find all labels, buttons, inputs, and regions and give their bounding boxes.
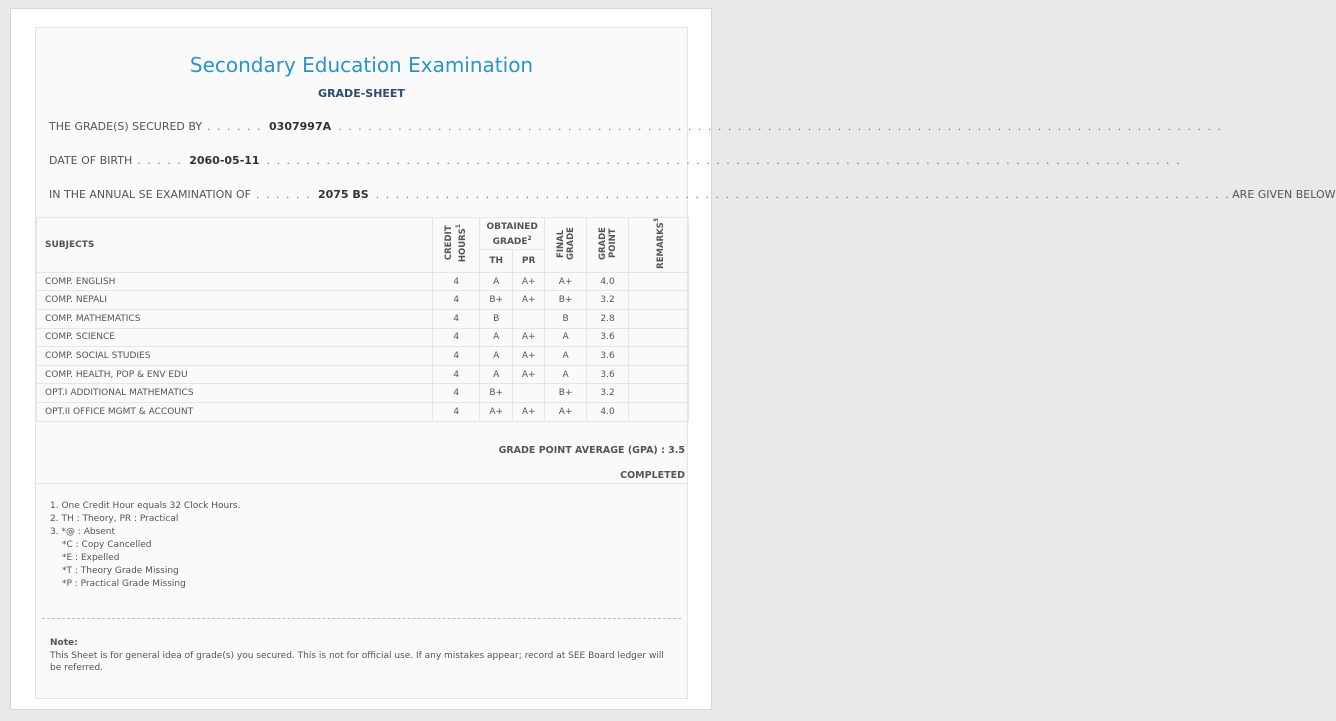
- table-row: [37, 365, 689, 384]
- grades-table: [36, 217, 689, 422]
- pr-grade-cell: A+: [513, 347, 545, 366]
- symbol-number-line: THE GRADE(S) SECURED BY . . . . . . 0307997A . . . . . . . . . . . . . . . . . . . . . . . . . . . . . . . . . . . . . . . . . . . . . . . . . . . . . . . . . . . . . . . . . . . . . . . . . . . . . . . . . . . . . . . . .: [49, 120, 1223, 133]
- remarks-cell: [629, 403, 689, 422]
- grade-point-cell: 2.8: [587, 310, 629, 329]
- exam-label: IN THE ANNUAL SE EXAMINATION OF: [49, 188, 251, 201]
- subject-cell: COMP. ENGLISH: [37, 272, 433, 291]
- credit-hours-header: CREDIT HOURS$^1$: [433, 218, 480, 273]
- th-grade-cell: A: [480, 328, 513, 347]
- footnote-item: *E : Expelled: [62, 553, 120, 563]
- final-grade-cell: A: [545, 365, 587, 384]
- final-grade-cell: A+: [545, 403, 587, 422]
- credit-cell: 4: [433, 384, 480, 403]
- remarks-header: REMARKS$^3$: [629, 218, 689, 273]
- subject-cell: COMP. NEPALI: [37, 291, 433, 310]
- th-grade-cell: A: [480, 365, 513, 384]
- credit-cell: 4: [433, 328, 480, 347]
- final-grade-cell: A: [545, 328, 587, 347]
- footnotes: [50, 500, 240, 591]
- footnote-item: 2. TH : Theory, PR : Practical: [50, 514, 179, 524]
- table-row: [37, 384, 689, 403]
- subject-cell: COMP. SOCIAL STUDIES: [37, 347, 433, 366]
- remarks-cell: [629, 328, 689, 347]
- dob-line: DATE OF BIRTH . . . . . 2060-05-11 . . . . . . . . . . . . . . . . . . . . . . . . . . . . . . . . . . . . . . . . . . . . . . . . . . . . . . . . . . . . . . . . . . . . . . . . . . . . . . . . . . . . . . . . . . . .: [49, 154, 1181, 167]
- pr-grade-cell: A+: [513, 365, 545, 384]
- credit-cell: 4: [433, 272, 480, 291]
- footnote-item: 3. *@ : Absent: [50, 527, 116, 537]
- final-grade-cell: B: [545, 310, 587, 329]
- page-subtitle: GRADE-SHEET: [318, 87, 405, 100]
- final-grade-cell: B+: [545, 384, 587, 403]
- grade-point-cell: 3.6: [587, 328, 629, 347]
- page-title: Secondary Education Examination: [189, 53, 534, 77]
- th-grade-cell: B+: [480, 291, 513, 310]
- table-row: [37, 328, 689, 347]
- remarks-cell: [629, 310, 689, 329]
- pr-header: PR: [513, 249, 545, 272]
- credit-cell: 4: [433, 310, 480, 329]
- gpa-summary: GRADE POINT AVERAGE (GPA) : 3.5: [498, 445, 685, 456]
- result-status: COMPLETED: [620, 470, 685, 481]
- dob-value: 2060-05-11: [189, 154, 260, 167]
- divider: [36, 483, 687, 484]
- symbol-number-value: 0307997A: [269, 120, 332, 133]
- subjects-header: SUBJECTS: [37, 218, 433, 273]
- credit-cell: 4: [433, 403, 480, 422]
- pr-grade-cell: [513, 310, 545, 329]
- pr-grade-cell: A+: [513, 272, 545, 291]
- footnote-item: *P : Practical Grade Missing: [62, 579, 186, 589]
- remarks-cell: [629, 272, 689, 291]
- table-row: [37, 272, 689, 291]
- credit-cell: 4: [433, 347, 480, 366]
- symbol-number-label: THE GRADE(S) SECURED BY: [49, 120, 203, 133]
- page-frame: [10, 8, 1336, 710]
- subject-cell: OPT.II OFFICE MGMT & ACCOUNT: [37, 403, 433, 422]
- grade-point-cell: 3.2: [587, 291, 629, 310]
- th-grade-cell: A: [480, 272, 513, 291]
- footnote-item: *C : Copy Cancelled: [62, 540, 152, 550]
- remarks-cell: [629, 347, 689, 366]
- exam-line: IN THE ANNUAL SE EXAMINATION OF . . . . . . 2075 BS . . . . . . . . . . . . . . . . . . . . . . . . . . . . . . . . . . . . . . . . . . . . . . . . . . . . . . . . . . . . . . . . . . . . . . . . . . . . . . . . . . . . . . ARE GIVEN BELOW: [49, 188, 1336, 201]
- final-grade-cell: B+: [545, 291, 587, 310]
- table-row: [37, 403, 689, 422]
- footnote-item: *T : Theory Grade Missing: [62, 566, 179, 576]
- dashed-divider: [42, 618, 681, 619]
- final-grade-header: FINAL GRADE: [545, 218, 587, 273]
- exam-tail: ARE GIVEN BELOW: [1232, 188, 1336, 201]
- final-grade-cell: A+: [545, 272, 587, 291]
- obtained-grade-header: OBTAINED GRADE$^2$: [480, 218, 545, 250]
- remarks-cell: [629, 291, 689, 310]
- pr-grade-cell: A+: [513, 328, 545, 347]
- th-header: TH: [480, 249, 513, 272]
- subject-cell: OPT.I ADDITIONAL MATHEMATICS: [37, 384, 433, 403]
- pr-grade-cell: A+: [513, 403, 545, 422]
- remarks-cell: [629, 384, 689, 403]
- table-row: [37, 291, 689, 310]
- note-heading: Note:: [50, 638, 78, 648]
- pr-grade-cell: [513, 384, 545, 403]
- th-grade-cell: B: [480, 310, 513, 329]
- exam-value: 2075 BS: [317, 188, 369, 201]
- credit-cell: 4: [433, 291, 480, 310]
- table-row: [37, 347, 689, 366]
- th-grade-cell: A: [480, 347, 513, 366]
- grade-point-cell: 4.0: [587, 403, 629, 422]
- th-grade-cell: A+: [480, 403, 513, 422]
- note-text: This Sheet is for general idea of grade(s) you secured. This is not for official use. If any mistakes appear; record at SEE Board ledger will be referred.: [50, 651, 664, 673]
- final-grade-cell: A: [545, 347, 587, 366]
- grade-point-cell: 4.0: [587, 272, 629, 291]
- footnote-item: 1. One Credit Hour equals 32 Clock Hours.: [50, 501, 241, 511]
- remarks-cell: [629, 365, 689, 384]
- table-row: [37, 310, 689, 329]
- dob-label: DATE OF BIRTH: [49, 154, 133, 167]
- pr-grade-cell: A+: [513, 291, 545, 310]
- grade-point-cell: 3.6: [587, 347, 629, 366]
- grade-point-header: GRADE POINT: [587, 218, 629, 273]
- credit-cell: 4: [433, 365, 480, 384]
- subject-cell: COMP. SCIENCE: [37, 328, 433, 347]
- th-grade-cell: B+: [480, 384, 513, 403]
- grade-point-cell: 3.2: [587, 384, 629, 403]
- grade-sheet: [35, 27, 1336, 699]
- subject-cell: COMP. MATHEMATICS: [37, 310, 433, 329]
- subject-cell: COMP. HEALTH, POP & ENV EDU: [37, 365, 433, 384]
- grade-point-cell: 3.6: [587, 365, 629, 384]
